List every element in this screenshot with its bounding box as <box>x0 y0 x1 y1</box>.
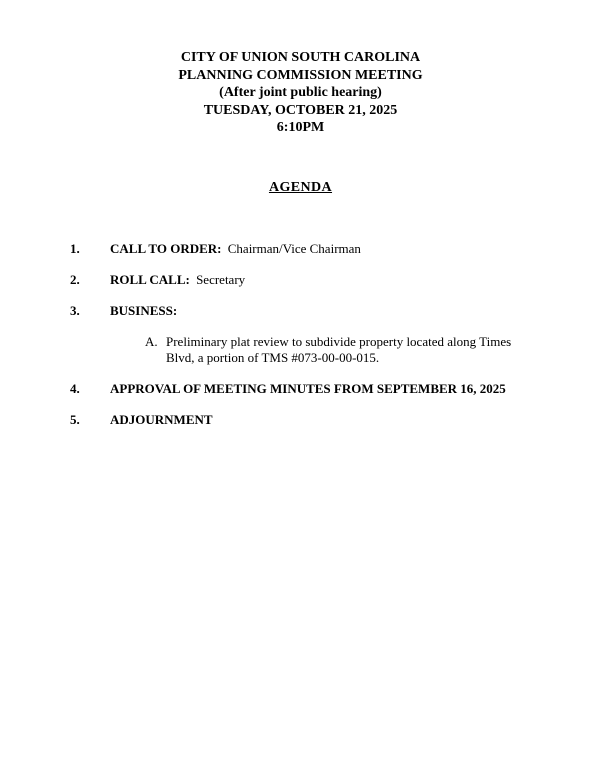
item-body <box>110 381 546 397</box>
item-label: BUSINESS: <box>110 302 178 318</box>
sub-item-text: Preliminary plat review to subdivide property located along Times Blvd, a portion of TMS #073-00-00-015. <box>166 333 512 365</box>
header-line-org: CITY OF UNION SOUTH CAROLINA <box>180 50 421 65</box>
header-line-date: TUESDAY, OCTOBER 21, 2025 <box>203 102 398 118</box>
item-number: 1. <box>70 240 80 256</box>
item-number: 3. <box>70 302 80 318</box>
item-body <box>110 241 546 257</box>
item-label: CALL TO ORDER: <box>110 240 222 256</box>
item-body <box>110 272 546 288</box>
item-label: ADJOURNMENT <box>110 411 213 427</box>
agenda-item-minutes-approval <box>0 381 601 397</box>
item-detail: Chairman/Vice Chairman <box>227 240 361 256</box>
item-label: APPROVAL OF MEETING MINUTES FROM SEPTEMBER 16, 2025 <box>110 380 506 396</box>
document-header <box>0 49 601 137</box>
item-body <box>110 412 546 428</box>
item-detail: Secretary <box>196 271 246 287</box>
header-line-meeting: PLANNING COMMISSION MEETING <box>178 67 423 83</box>
item-number: 4. <box>70 380 80 396</box>
item-label: ROLL CALL: <box>110 271 190 287</box>
item-body <box>110 303 546 366</box>
agenda-title: AGENDA <box>268 179 333 195</box>
agenda-item-roll-call <box>0 272 601 288</box>
agenda-item-business <box>0 303 601 366</box>
header-line-note: (After joint public hearing) <box>219 85 382 100</box>
business-sub-item <box>145 334 546 366</box>
sub-item-letter: A. <box>145 333 158 349</box>
item-number: 2. <box>70 271 80 287</box>
agenda-item-adjournment <box>0 412 601 428</box>
agenda-item-call-to-order <box>0 241 601 257</box>
item-number: 5. <box>70 411 80 427</box>
header-line-time: 6:10PM <box>276 120 325 135</box>
agenda-list <box>0 241 601 428</box>
